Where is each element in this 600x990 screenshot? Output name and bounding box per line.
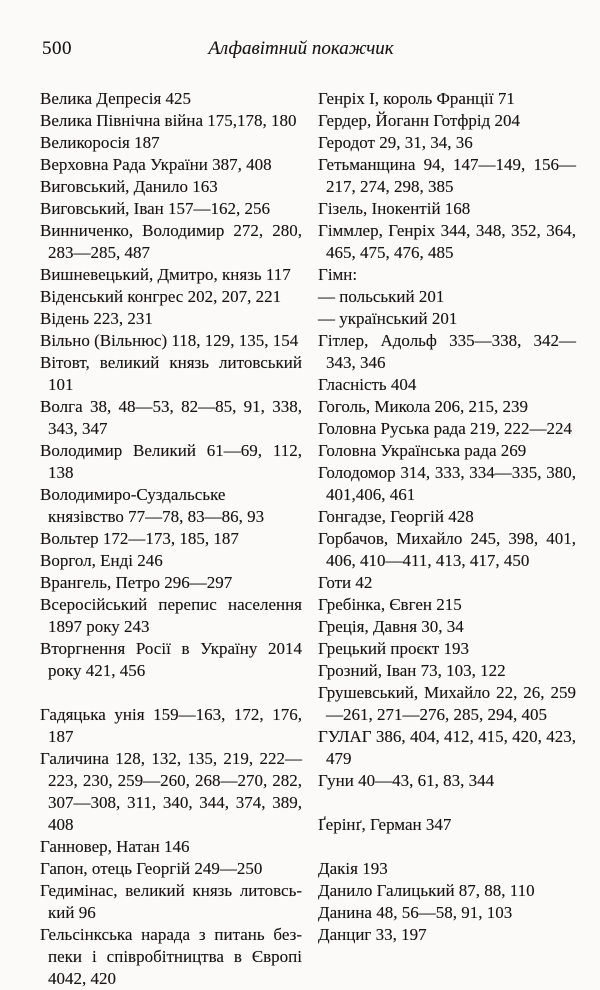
index-entry: Греція, Давня 30, 34	[318, 617, 464, 636]
page-header	[40, 38, 576, 60]
index-letter-group	[40, 88, 302, 682]
index-entry: Віденський конгрес 202, 207, 221	[40, 287, 282, 306]
index-entry: Готи 42	[318, 573, 373, 592]
index-entry: Голодомор 314, 333, 334—335, 380, 401,406, 461	[318, 463, 576, 504]
index-entry: Вторгнення Росії в Україну 2014 року 421, 456	[40, 639, 302, 680]
index-entry: Гонгадзе, Георгій 428	[318, 507, 474, 526]
index-entry: Данциг 33, 197	[318, 925, 427, 944]
index-entry: Генріх I, король Франції 71	[318, 89, 515, 108]
index-entry: Данило Галицький 87, 88, 110	[318, 881, 535, 900]
index-entry: Дакія 193	[318, 859, 388, 878]
page-number: 500	[42, 38, 72, 59]
index-entry: Гласність 404	[318, 375, 417, 394]
index-entry: Велика Північна війна 175,178, 180	[40, 111, 297, 130]
index-entry: Врангель, Петро 296—297	[40, 573, 233, 592]
index-letter-group	[318, 858, 576, 946]
index-entry: Гуни 40—43, 61, 83, 344	[318, 771, 495, 790]
index-entry: Гадяцька унія 159—163, 172, 176, 187	[40, 705, 302, 746]
index-entry: Вишневецький, Дмитро, князь 117	[40, 265, 291, 284]
index-column-left	[40, 88, 302, 990]
index-entry: — український 201	[318, 309, 458, 328]
index-entry: Галичина 128, 132, 135, 219, 222—223, 230, 259—260, 268—270, 282, 307—308, 311, 340, 344, 374, 389, 408	[40, 749, 302, 834]
index-letter-group	[318, 88, 576, 792]
index-entry: Гіммлер, Генріх 344, 348, 352, 364, 465, 475, 476, 485	[318, 221, 576, 262]
index-entry: Великоросія 187	[40, 133, 160, 152]
index-entry: Гоголь, Микола 206, 215, 239	[318, 397, 529, 416]
index-entry: Виговський, Іван 157—162, 256	[40, 199, 271, 218]
index-entry: Вільно (Вільнюс) 118, 129, 135, 154	[40, 331, 299, 350]
index-entry: Гімн:	[318, 265, 358, 284]
index-entry: Володимир Великий 61—69, 112, 138	[40, 441, 302, 482]
index-entry: Данина 48, 56—58, 91, 103	[318, 903, 513, 922]
index-entry: Гельсінкська нарада з питань безпеки і співробітництва в Європі 4042, 420	[40, 925, 302, 988]
index-entry: Головна Українська рада 269	[318, 441, 527, 460]
index-entry: Грушевський, Михайло 22, 26, 259—261, 271—276, 285, 294, 405	[318, 683, 576, 724]
index-letter-group	[318, 814, 576, 836]
index-entry: Всеросійський перепис населення 1897 року 243	[40, 595, 302, 636]
index-entry: Ганновер, Натан 146	[40, 837, 190, 856]
running-title: Алфавітний покажчик	[208, 38, 394, 59]
index-entry: Виговський, Данило 163	[40, 177, 218, 196]
index-entry: Гапон, отець Георгій 249—250	[40, 859, 263, 878]
index-columns	[40, 88, 576, 990]
index-letter-group	[40, 704, 302, 990]
index-column-right	[318, 88, 576, 990]
index-entry: Гердер, Йоганн Готфрід 204	[318, 111, 520, 130]
index-entry: Ґерінґ, Герман 347	[318, 815, 452, 834]
index-entry: Гетьманщина 94, 147—149, 156—217, 274, 298, 385	[318, 155, 576, 196]
index-entry: Винниченко, Володимир 272, 280, 283—285, 487	[40, 221, 302, 262]
index-entry: ГУЛАГ 386, 404, 412, 415, 420, 423, 479	[318, 727, 576, 768]
index-entry: Велика Депресія 425	[40, 89, 192, 108]
index-entry: Горбачов, Михайло 245, 398, 401, 406, 410—411, 413, 417, 450	[318, 529, 576, 570]
index-entry: Гізель, Інокентій 168	[318, 199, 471, 218]
index-entry: Вольтер 172—173, 185, 187	[40, 529, 239, 548]
index-entry: Волга 38, 48—53, 82—85, 91, 338, 343, 347	[40, 397, 302, 438]
index-entry: Гедимінас, великий князь литовський 96	[40, 881, 302, 922]
index-entry: Воргол, Енді 246	[40, 551, 163, 570]
index-entry: Гітлер, Адольф 335—338, 342—343, 346	[318, 331, 576, 372]
index-entry: Грецький проєкт 193	[318, 639, 469, 658]
index-entry: Володимиро-Суздальське князівство 77—78, 83—86, 93	[40, 485, 265, 526]
index-entry: Відень 223, 231	[40, 309, 153, 328]
index-entry: Верховна Рада України 387, 408	[40, 155, 272, 174]
index-entry: Головна Руська рада 219, 222—224	[318, 419, 573, 438]
index-entry: — польський 201	[318, 287, 445, 306]
index-entry: Геродот 29, 31, 34, 36	[318, 133, 473, 152]
index-entry: Гребінка, Євген 215	[318, 595, 462, 614]
index-entry: Вітовт, великий князь литовський 101	[40, 353, 302, 394]
index-entry: Грозний, Іван 73, 103, 122	[318, 661, 506, 680]
